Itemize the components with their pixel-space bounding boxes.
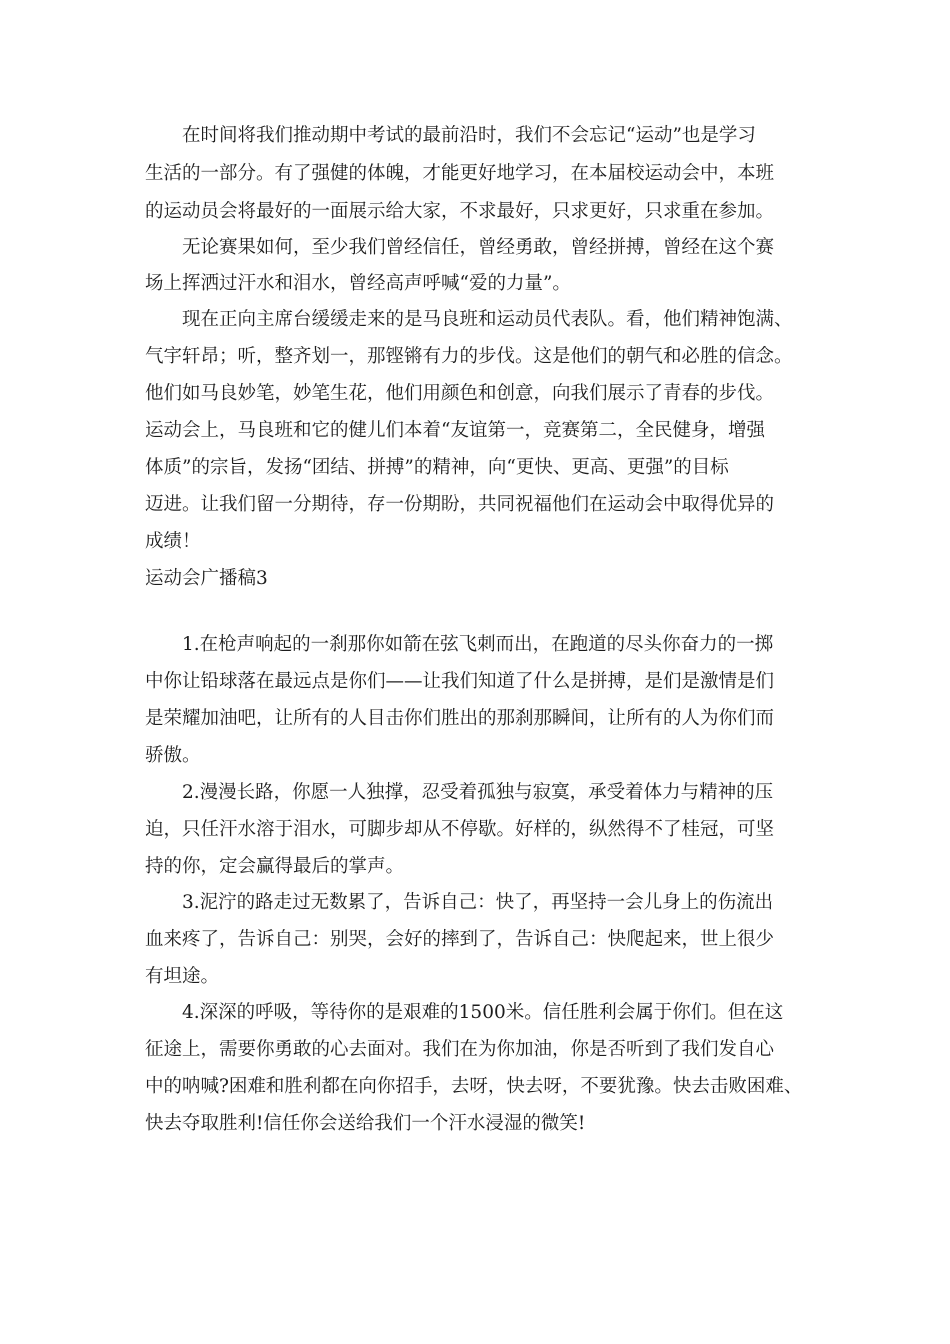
paragraph-3-line-2: 气宇轩昂；听，整齐划一，那铿锵有力的步伐。这是他们的朝气和必胜的信念。	[145, 346, 793, 367]
item-3-line-2: 血来疼了，告诉自己：别哭，会好的摔到了，告诉自己：快爬起来，世上很少	[145, 929, 775, 950]
paragraph-1-line-3: 的运动员会将最好的一面展示给大家，不求最好，只求更好，只求重在参加。	[145, 201, 775, 222]
item-4-line-4: 快去夺取胜利!信任你会送给我们一个汗水浸湿的微笑!	[145, 1113, 586, 1134]
paragraph-3-line-5: 体质”的宗旨，发扬“团结、拼搏”的精神，向“更快、更高、更强”的目标	[145, 457, 729, 478]
paragraph-3-line-6: 迈进。让我们留一分期待，存一份期盼，共同祝福他们在运动会中取得优异的	[145, 494, 775, 515]
item-1-line-4: 骄傲。	[145, 745, 201, 766]
item-2-line-3: 持的你，定会赢得最后的掌声。	[145, 856, 405, 877]
item-1-line-2: 中你让铅球落在最远点是你们——让我们知道了什么是拼搏，是们是激情是们	[145, 671, 775, 692]
item-4-line-1: 4.深深的呼吸，等待你的是艰难的1500米。信任胜利会属于你们。但在这	[182, 1002, 784, 1023]
paragraph-3-line-3: 他们如马良妙笔，妙笔生花，他们用颜色和创意，向我们展示了青春的步伐。	[145, 383, 775, 404]
paragraph-2-line-1: 无论赛果如何，至少我们曾经信任，曾经勇敢，曾经拼搏，曾经在这个赛	[182, 237, 775, 258]
item-2-line-1: 2.漫漫长路，你愿一人独撑，忍受着孤独与寂寞，承受着体力与精神的压	[182, 782, 774, 803]
item-4-line-3: 中的呐喊?困难和胜利都在向你招手，去呀，快去呀，不要犹豫。快去击败困难、	[145, 1076, 803, 1097]
paragraph-3-line-4: 运动会上，马良班和它的健儿们本着“友谊第一，竞赛第二，全民健身，增强	[145, 420, 765, 441]
paragraph-3-line-7: 成绩！	[145, 531, 201, 552]
item-1-line-1: 1.在枪声响起的一刹那你如箭在弦飞刺而出，在跑道的尽头你奋力的一掷	[182, 634, 774, 655]
section-heading: 运动会广播稿3	[145, 568, 268, 589]
item-3-line-3: 有坦途。	[145, 966, 220, 987]
item-2-line-2: 迫，只任汗水溶于泪水，可脚步却从不停歇。好样的，纵然得不了桂冠，可坚	[145, 819, 775, 840]
item-3-line-1: 3.泥泞的路走过无数累了，告诉自己：快了，再坚持一会儿身上的伤流出	[182, 892, 774, 913]
item-4-line-2: 征途上，需要你勇敢的心去面对。我们在为你加油，你是否听到了我们发自心	[145, 1039, 775, 1060]
item-1-line-3: 是荣耀加油吧，让所有的人目击你们胜出的那刹那瞬间，让所有的人为你们而	[145, 708, 775, 729]
paragraph-1-line-1: 在时间将我们推动期中考试的最前沿时，我们不会忘记“运动”也是学习	[182, 125, 756, 146]
paragraph-1-line-2: 生活的一部分。有了强健的体魄，才能更好地学习，在本届校运动会中，本班	[145, 163, 775, 184]
paragraph-2-line-2: 场上挥洒过汗水和泪水，曾经高声呼喊“爱的力量”。	[145, 273, 571, 294]
paragraph-3-line-1: 现在正向主席台缓缓走来的是马良班和运动员代表队。看，他们精神饱满、	[182, 309, 793, 330]
